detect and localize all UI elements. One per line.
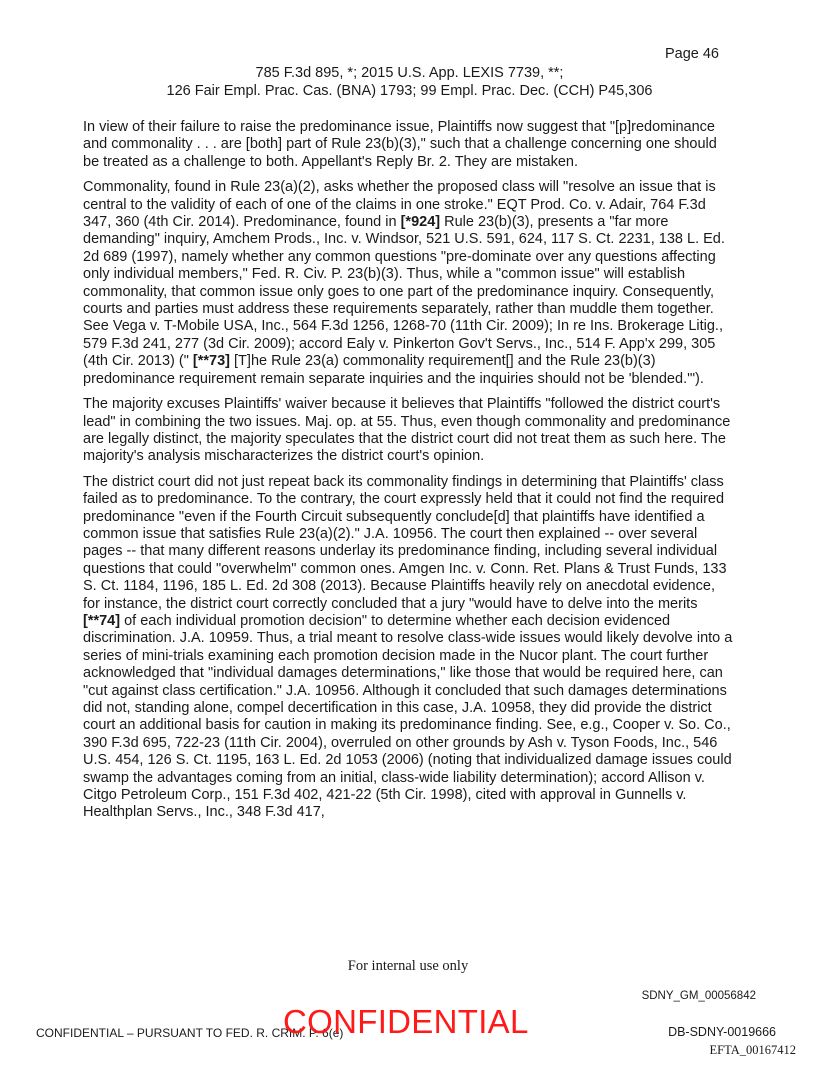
paragraph-4 bbox=[83, 474, 735, 822]
paragraph-4-part-b: of each individual promotion decision" to determine whether each decision evidenced discrimination. J.A. 10959. Thus, a trial meant to resolve class-wide issues would likely devolve into a series of mini-trials examining each promotion decision made in the Nucor plant. The court further acknowledged that "individual damages determinations," like those that would be required here, can "cut against class certification." J.A. 10956. Although it concluded that such damages determinations did not, standing alone, compel decertification in this case, J.A. 10958, they did provide the district court an additional basis for caution in making its predominance finding. See, e.g., Cooper v. So. Co., 390 F.3d 695, 722-23 (11th Cir. 2004), overruled on other grounds by Ash v. Tyson Foods, Inc., 546 U.S. 454, 126 S. Ct. 1195, 163 L. Ed. 2d 1053 (2006) (noting that individualized damage issues could swamp the advantages coming from an initial, class-wide liability determination); accord Allison v. Citgo Petroleum Corp., 151 F.3d 402, 421-22 (5th Cir. 1998), cited with approval in Gunnells v. Healthplan Servs., Inc., 348 F.3d 417, bbox=[83, 612, 733, 821]
paragraph-2 bbox=[83, 179, 735, 388]
star-page-73: [**73] bbox=[192, 353, 230, 370]
citation-line-2: 126 Fair Empl. Prac. Cas. (BNA) 1793; 99 Empl. Prac. Dec. (CCH) P45,306 bbox=[166, 83, 653, 99]
opinion-body bbox=[83, 119, 735, 830]
bates-number-db: DB-SDNY-0019666 bbox=[668, 1025, 776, 1039]
paragraph-2-part-c: [T]he Rule 23(a) commonality requirement[] and the Rule 23(b)(3) predominance requirement remain separate inquiries and the inquiries should not be 'blended.'"). bbox=[83, 353, 704, 387]
confidential-stamp: CONFIDENTIAL bbox=[283, 1003, 529, 1040]
page-number: Page 46 bbox=[664, 46, 719, 62]
paragraph-2-part-b: Rule 23(b)(3), presents a "far more demanding" inquiry, Amchem Prods., Inc. v. Windsor, 521 U.S. 591, 624, 117 S. Ct. 2231, 138 L. Ed. 2d 689 (1997), namely whether any common questions "pre-dominate over any questions affecting only individual members," Fed. R. Civ. P. 23(b)(3). Thus, while a "common issue" will establish commonality, that common issue only goes to one part of the predominance inquiry. Consequently, courts and parties must address these requirements separately, rather than muddle them together. See Vega v. T-Mobile USA, Inc., 564 F.3d 1256, 1268-70 (11th Cir. 2009); In re Ins. Brokerage Litig., 579 F.3d 241, 277 (3d Cir. 2009); accord Ealy v. Pinkerton Gov't Servs., Inc., 514 F. App'x 299, 305 (4th Cir. 2013) (" bbox=[83, 214, 725, 370]
internal-use-note: For internal use only bbox=[347, 958, 469, 974]
citation-line-1: 785 F.3d 895, *; 2015 U.S. App. LEXIS 7739, **; bbox=[255, 65, 564, 81]
paragraph-4-part-a: The district court did not just repeat back its commonality findings in determining that Plaintiffs' class failed as to predominance. To the contrary, the court expressly held that it could not find the required predominance "even if the Fourth Circuit subsequently conclude[d] that plaintiffs have identified a common issue that satisfies Rule 23(a)(2)." J.A. 10956. The court then explained -- over several pages -- that many different reasons underlay its predominance finding, including several individual questions that could "overwhelm" common ones. Amgen Inc. v. Conn. Ret. Plans & Trust Funds, 133 S. Ct. 1184, 1196, 185 L. Ed. 2d 308 (2013). Because Plaintiffs heavily rely on anecdotal evidence, for instance, the district court correctly concluded that a jury "would have to delve into the merits bbox=[83, 473, 727, 612]
paragraph-1: In view of their failure to raise the predominance issue, Plaintiffs now suggest that "[p]redominance and commonality . . . are [both] part of Rule 23(b)(3)," such that a challenge concerning one should be treated as a challenge to both. Appellant's Reply Br. 2. They are mistaken. bbox=[83, 119, 717, 170]
case-citation-header bbox=[0, 64, 816, 100]
bates-number-sdny: SDNY_GM_00056842 bbox=[641, 990, 756, 1002]
star-page-74: [**74] bbox=[83, 612, 121, 629]
efta-number: EFTA_00167412 bbox=[709, 1043, 796, 1057]
confidential-rule-notice: CONFIDENTIAL – PURSUANT TO FED. R. CRIM. P. 6(e) bbox=[36, 1026, 344, 1040]
paragraph-2-part-a: Commonality, found in Rule 23(a)(2), asks whether the proposed class will "resolve an issue that is central to the validity of each of one of the claims in one stroke." EQT Prod. Co. v. Adair, 764 F.3d 347, 360 (4th Cir. 2014). Predominance, found in bbox=[83, 179, 716, 231]
paragraph-3: The majority excuses Plaintiffs' waiver because it believes that Plaintiffs "followed the district court's lead" in combining the two issues. Maj. op. at 55. Thus, even though commonality and predominance are legally distinct, the majority speculates that the district court did not treat them as such here. The majority's analysis mischaracterizes the district court's opinion. bbox=[83, 396, 731, 465]
star-page-924: [*924] bbox=[400, 214, 441, 231]
